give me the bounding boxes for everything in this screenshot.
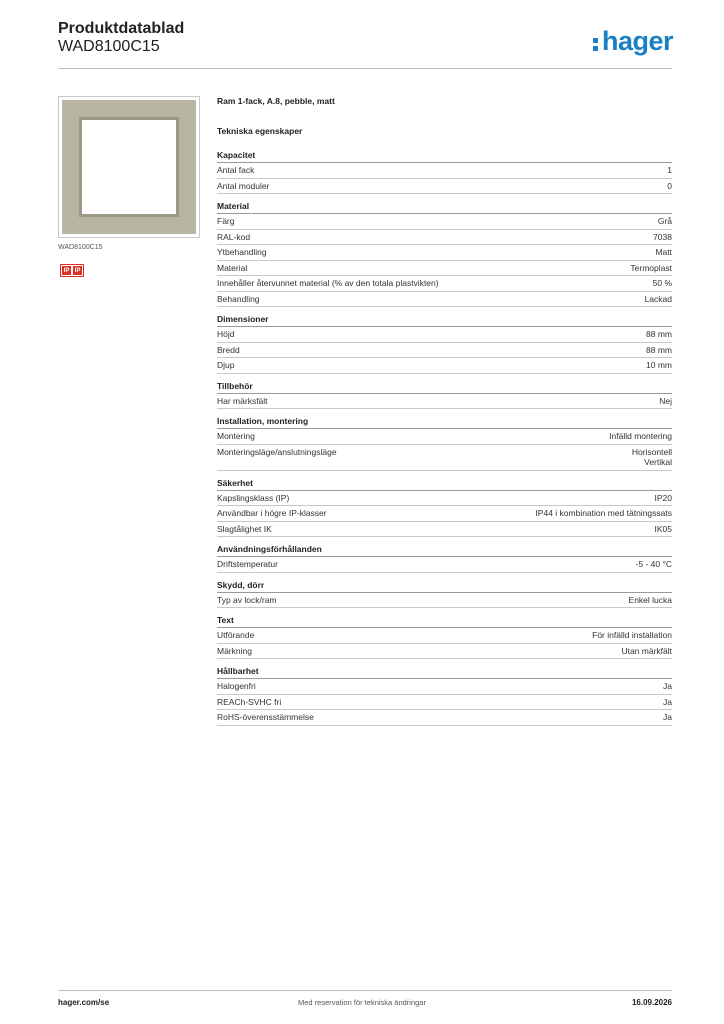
spec-row bbox=[217, 261, 672, 277]
spec-label: Bredd bbox=[217, 344, 240, 355]
spec-value-line: Ja bbox=[663, 696, 672, 707]
spec-label: Ytbehandling bbox=[217, 247, 267, 257]
spec-row bbox=[217, 358, 672, 374]
spec-row bbox=[217, 429, 672, 445]
spec-section bbox=[217, 615, 672, 659]
image-caption: WAD8100C15 bbox=[58, 244, 103, 251]
spec-value bbox=[621, 646, 672, 657]
spec-section bbox=[217, 544, 672, 573]
spec-row bbox=[217, 522, 672, 538]
spec-label: Innehåller återvunnet material (% av den totala plastvikten) bbox=[217, 278, 439, 288]
frame-opening bbox=[82, 120, 176, 214]
spec-label: Slagtålighet IK bbox=[217, 523, 272, 534]
spec-value bbox=[663, 712, 672, 723]
spec-label: Typ av lock/ram bbox=[217, 594, 277, 605]
spec-row bbox=[217, 245, 672, 261]
section-title: Text bbox=[217, 615, 672, 628]
spec-row bbox=[217, 163, 672, 179]
spec-value bbox=[667, 165, 672, 176]
spec-row bbox=[217, 506, 672, 522]
spec-value bbox=[645, 294, 672, 305]
spec-value bbox=[646, 345, 672, 356]
spec-value-line: 1 bbox=[667, 165, 672, 175]
footer-disclaimer: Med reservation för tekniska ändringar bbox=[298, 998, 426, 1007]
spec-label: Märkning bbox=[217, 645, 252, 656]
product-title: Ram 1-fack, A.8, pebble, matt bbox=[217, 96, 335, 106]
section-title: Hållbarhet bbox=[217, 666, 672, 679]
section-title: Material bbox=[217, 201, 672, 214]
product-code: WAD8100C15 bbox=[58, 38, 160, 55]
spec-label: Material bbox=[217, 262, 248, 273]
spec-label: Har märksfält bbox=[217, 395, 268, 406]
spec-row bbox=[217, 644, 672, 660]
spec-section bbox=[217, 381, 672, 410]
spec-value-line: Grå bbox=[657, 216, 672, 226]
spec-value-line: Infälld montering bbox=[609, 431, 672, 441]
spec-value bbox=[655, 247, 672, 258]
spec-section bbox=[217, 416, 672, 471]
section-title: Användningsförhållanden bbox=[217, 544, 672, 557]
spec-label: Höjd bbox=[217, 329, 235, 339]
spec-row bbox=[217, 628, 672, 644]
spec-value-line: Termoplast bbox=[630, 262, 672, 273]
spec-row bbox=[217, 230, 672, 246]
spec-value bbox=[646, 360, 672, 371]
spec-value-line: Horisontell bbox=[631, 446, 672, 457]
hager-logo bbox=[593, 26, 673, 57]
spec-section bbox=[217, 666, 672, 726]
spec-row bbox=[217, 710, 672, 726]
spec-value bbox=[629, 595, 672, 606]
spec-label: Antal fack bbox=[217, 165, 255, 175]
spec-value-line: 88 mm bbox=[646, 344, 672, 355]
spec-value bbox=[655, 524, 673, 535]
spec-label: Djup bbox=[217, 360, 235, 370]
spec-label: Behandling bbox=[217, 293, 260, 304]
spec-row bbox=[217, 394, 672, 410]
ip-badge-right: IP bbox=[74, 267, 81, 274]
spec-section bbox=[217, 150, 672, 194]
section-title: Installation, montering bbox=[217, 416, 672, 429]
spec-value-line: Ja bbox=[663, 681, 672, 691]
spec-row bbox=[217, 695, 672, 711]
ip-badge-icon bbox=[60, 264, 84, 277]
spec-value bbox=[636, 559, 672, 570]
section-title: Tillbehör bbox=[217, 381, 672, 394]
spec-row bbox=[217, 343, 672, 359]
spec-value-line: Enkel lucka bbox=[628, 594, 672, 605]
spec-content bbox=[217, 96, 672, 733]
spec-value bbox=[655, 493, 673, 504]
spec-row bbox=[217, 292, 672, 308]
spec-label: Utförande bbox=[217, 630, 255, 640]
spec-value-line: Lackad bbox=[644, 293, 672, 304]
spec-sections bbox=[217, 150, 672, 726]
footer-date: 16.09.2026 bbox=[631, 998, 672, 1007]
spec-value-line: 7038 bbox=[653, 231, 672, 242]
section-title: Säkerhet bbox=[217, 478, 672, 491]
spec-value-line: 10 mm bbox=[646, 360, 672, 370]
logo-dots-icon bbox=[593, 33, 599, 52]
product-image bbox=[58, 96, 200, 238]
spec-label: Antal moduler bbox=[217, 180, 270, 191]
spec-value bbox=[653, 232, 672, 243]
spec-value-line: Ja bbox=[663, 712, 672, 722]
spec-value bbox=[535, 508, 672, 519]
spec-value bbox=[609, 431, 672, 442]
spec-value-line: 0 bbox=[667, 180, 672, 191]
header-divider bbox=[58, 68, 672, 69]
spec-value-line: Vertikal bbox=[644, 457, 672, 467]
spec-row bbox=[217, 276, 672, 292]
spec-value-line: IP20 bbox=[654, 492, 672, 503]
spec-value bbox=[658, 216, 672, 227]
page-title: Produktdatablad bbox=[58, 20, 185, 37]
ip-badge-left: IP bbox=[63, 267, 70, 274]
spec-row bbox=[217, 179, 672, 195]
spec-heading: Tekniska egenskaper bbox=[217, 126, 303, 136]
spec-section bbox=[217, 201, 672, 307]
spec-label: Halogenfri bbox=[217, 681, 256, 691]
spec-value bbox=[653, 278, 672, 289]
logo-text: hager bbox=[602, 26, 674, 56]
spec-section bbox=[217, 314, 672, 374]
spec-value-line: IP44 i kombination med tätningssats bbox=[535, 508, 672, 518]
spec-value bbox=[630, 263, 672, 274]
spec-row bbox=[217, 327, 672, 343]
spec-value-line: Matt bbox=[655, 247, 672, 257]
section-title: Skydd, dörr bbox=[217, 580, 672, 593]
section-title: Kapacitet bbox=[217, 150, 672, 163]
spec-value-line: IK05 bbox=[654, 523, 672, 534]
spec-value bbox=[592, 630, 672, 641]
spec-label: Färg bbox=[217, 216, 235, 226]
footer-divider bbox=[58, 990, 672, 991]
spec-label: Montering bbox=[217, 431, 255, 441]
spec-row bbox=[217, 679, 672, 695]
spec-label: REACh-SVHC fri bbox=[217, 696, 282, 707]
spec-value-line: 88 mm bbox=[646, 329, 672, 339]
spec-value-line: 50 % bbox=[652, 278, 672, 288]
spec-label: Kapslingsklass (IP) bbox=[217, 492, 290, 503]
spec-value bbox=[659, 396, 672, 407]
spec-value-line: För infälld installation bbox=[592, 630, 672, 640]
spec-value-line: -5 - 40 °C bbox=[635, 559, 672, 569]
spec-row bbox=[217, 214, 672, 230]
spec-label: RAL-kod bbox=[217, 231, 251, 242]
footer-website-link[interactable]: hager.com/se bbox=[58, 998, 110, 1007]
spec-label: RoHS-överensstämmelse bbox=[217, 712, 314, 722]
spec-row bbox=[217, 445, 672, 471]
spec-row bbox=[217, 593, 672, 609]
spec-section bbox=[217, 580, 672, 609]
spec-value bbox=[632, 447, 672, 468]
spec-label: Användbar i högre IP-klasser bbox=[217, 508, 327, 518]
spec-row bbox=[217, 557, 672, 573]
spec-row bbox=[217, 491, 672, 507]
spec-value-line: Utan märkfält bbox=[621, 645, 672, 656]
spec-value bbox=[646, 329, 672, 340]
spec-value bbox=[663, 697, 672, 708]
spec-value-line: Nej bbox=[659, 395, 672, 406]
spec-value bbox=[663, 681, 672, 692]
spec-label: Monteringsläge/anslutningsläge bbox=[217, 446, 337, 457]
section-title: Dimensioner bbox=[217, 314, 672, 327]
spec-label: Driftstemperatur bbox=[217, 559, 278, 569]
spec-section bbox=[217, 478, 672, 538]
spec-value bbox=[667, 181, 672, 192]
